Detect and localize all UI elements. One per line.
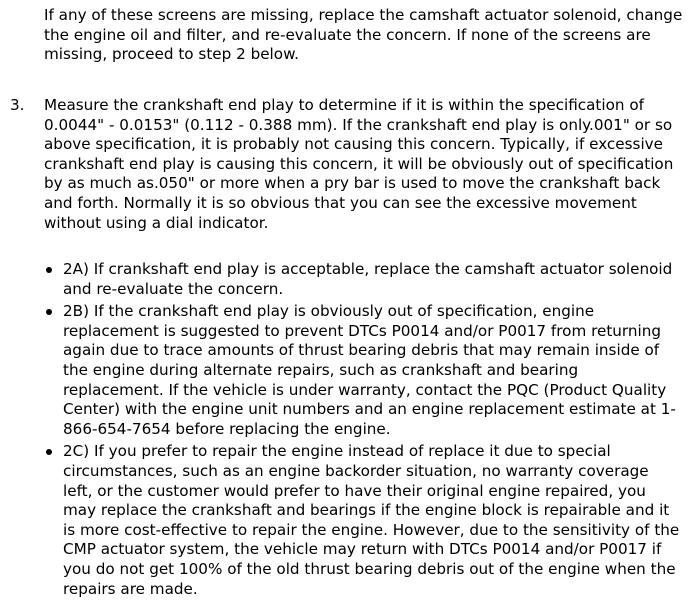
- list-item-2b: [0, 302, 681, 439]
- list-item-2c: [0, 442, 681, 599]
- list-item-text: 2C) If you prefer to repair the engine instead of replace it due to special circumstances, such as an engine backorder situation, no warranty coverage left, or the customer would prefer to have their original engine repaired, you may replace the crankshaft and bearings if the engine block is repairable and it is more cost-effective to repair the engine. However, due to the sensitivity of the CMP actuator system, the vehicle may return with DTCs P0014 and/or P0017 if you do not get 100% of the old thrust bearing debris out of the engine when the repairs are made.: [63, 442, 680, 598]
- list-item-2a: [0, 260, 681, 299]
- step-number: 3.: [10, 96, 25, 114]
- bullet-icon: [46, 267, 52, 273]
- list-item-text: 2A) If crankshaft end play is acceptable, replace the camshaft actuator solenoid and re-evaluate the concern.: [63, 260, 673, 298]
- bullet-icon: [46, 449, 52, 455]
- list-item-text: 2B) If the crankshaft end play is obviously out of specification, engine replacement is suggested to prevent DTCs P0014 and/or P0017 from returning again due to trace amounts of thrust bearing debris that may remain inside of the engine during alternate repairs, such as crankshaft and bearing replacement. If the vehicle is under warranty, contact the PQC (Product Quality Center) with the engine unit numbers and an engine replacement estimate at 1-866-654-7654 before replacing the engine.: [63, 302, 676, 438]
- bullet-icon: [46, 309, 52, 315]
- intro-paragraph: If any of these screens are missing, replace the camshaft actuator solenoid, change the engine oil and filter, and re-evaluate the concern. If none of the screens are missing, proceed to step 2 below.: [44, 6, 683, 64]
- step-3-paragraph: Measure the crankshaft end play to determine if it is within the specification of 0.0044" - 0.0153" (0.112 - 0.388 mm). If the crankshaft end play is only.001" or so above specification, it is probably not causing this concern. Typically, if excessive crankshaft end play is causing this concern, it will be obviously out of specification by as much as.050" or more when a pry bar is used to move the crankshaft back and forth. Normally it is so obvious that you can see the excessive movement without using a dial indicator.: [44, 96, 674, 232]
- sub-step-list: [0, 260, 700, 599]
